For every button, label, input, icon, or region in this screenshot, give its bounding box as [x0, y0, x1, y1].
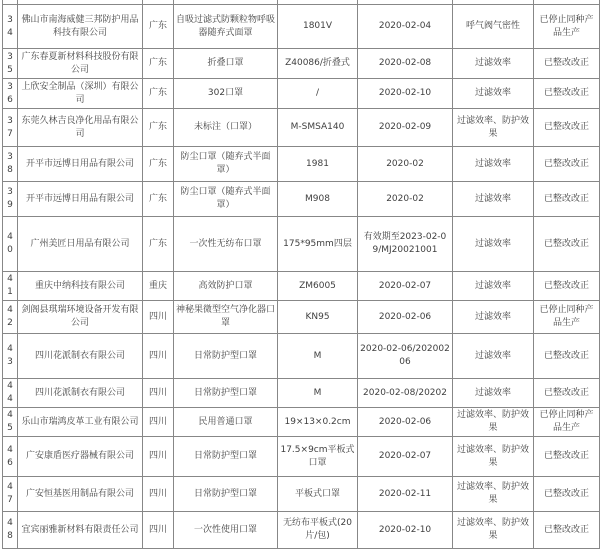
cell-company: 东莞久林吉良净化用品有限公司 [18, 109, 143, 147]
cell-date: 2020-02-10 [358, 512, 453, 549]
cell-province: 四川 [143, 301, 174, 334]
cell-product: 日常防护型口罩 [174, 477, 278, 512]
cell-no: 45 [3, 408, 18, 437]
cell-issue: 过滤效率、防护效果 [453, 408, 534, 437]
cell-status: 已整改改正 [534, 437, 600, 477]
cell-product: 防尘口罩（随弃式半面罩） [174, 147, 278, 182]
cell-product: 302口罩 [174, 79, 278, 109]
cell-model: Z40086/折叠式 [278, 49, 358, 79]
cell-company: 佛山市南海威健三邦防护用品科技有限公司 [18, 5, 143, 49]
cell-date: 2020-02-06 [358, 301, 453, 334]
cell-company: 广东春夏新材料科技股份有限公司 [18, 49, 143, 79]
cell-province: 重庆 [143, 272, 174, 301]
cell-status: 已停止同种产品生产 [534, 5, 600, 49]
cell-company: 开平市远博日用品有限公司 [18, 182, 143, 217]
cell-model: 17.5×9cm平板式口罩 [278, 437, 358, 477]
cell-model: M [278, 334, 358, 379]
cell-product: 日常防护型口罩 [174, 437, 278, 477]
cell-province: 四川 [143, 334, 174, 379]
cell-no: 44 [3, 379, 18, 408]
cell-date: 2020-02-11 [358, 477, 453, 512]
cell-company: 上欣安全制品（深圳）有限公司 [18, 79, 143, 109]
cell-status: 已停止同种产品生产 [534, 301, 600, 334]
cell-company: 广州美匠日用品有限公司 [18, 217, 143, 272]
cell-model: 19×13×0.2cm [278, 408, 358, 437]
cell-model: M-SMSA140 [278, 109, 358, 147]
cell-no: 42 [3, 301, 18, 334]
cell-issue: 呼气阀气密性 [453, 5, 534, 49]
cell-date: 2020-02 [358, 147, 453, 182]
cell-no: 36 [3, 79, 18, 109]
table-row [3, 408, 600, 437]
cell-company: 四川花派制衣有限公司 [18, 334, 143, 379]
cell-province: 四川 [143, 437, 174, 477]
cell-date: 2020-02-07 [358, 272, 453, 301]
cell-issue: 过滤效率、防护效果 [453, 437, 534, 477]
cell-product: 民用普通口罩 [174, 408, 278, 437]
cell-product: 自吸过滤式防颗粒物呼吸器随弃式面罩 [174, 5, 278, 49]
cell-status: 已整改改正 [534, 109, 600, 147]
cell-no: 41 [3, 272, 18, 301]
table-row [3, 379, 600, 408]
table-row [3, 109, 600, 147]
cell-model: M [278, 379, 358, 408]
cell-province: 广东 [143, 147, 174, 182]
cell-company: 剑阁县琪瑞环境设备开发有限公司 [18, 301, 143, 334]
cell-issue: 过滤效率 [453, 182, 534, 217]
cell-no: 40 [3, 217, 18, 272]
cell-product: 高效防护口罩 [174, 272, 278, 301]
cell-issue: 过滤效率 [453, 217, 534, 272]
cell-date: 2020-02-08 [358, 49, 453, 79]
cell-model: 175*95mm四层 [278, 217, 358, 272]
cell-province: 广东 [143, 182, 174, 217]
table-row [3, 79, 600, 109]
cell-status: 已整改改正 [534, 147, 600, 182]
cell-model: 平板式口罩 [278, 477, 358, 512]
cell-issue: 过滤效率 [453, 301, 534, 334]
cell-status: 已整改改正 [534, 334, 600, 379]
cell-no: 39 [3, 182, 18, 217]
cell-status: 已整改改正 [534, 182, 600, 217]
table-row [3, 437, 600, 477]
cell-date: 2020-02-04 [358, 5, 453, 49]
cell-date: 2020-02-06/20200206 [358, 334, 453, 379]
cell-no: 46 [3, 437, 18, 477]
table-row [3, 272, 600, 301]
cell-product: 日常防护型口罩 [174, 379, 278, 408]
cell-province: 广东 [143, 109, 174, 147]
table-row [3, 512, 600, 549]
cell-province: 广东 [143, 79, 174, 109]
cell-status: 已整改改正 [534, 217, 600, 272]
cell-company: 重庆中纳科技有限公司 [18, 272, 143, 301]
cell-date: 有效期至2023-02-09/MJ20021001 [358, 217, 453, 272]
cell-date: 2020-02-06 [358, 408, 453, 437]
cell-model: / [278, 79, 358, 109]
table-row [3, 477, 600, 512]
cell-model: 1981 [278, 147, 358, 182]
cell-issue: 过滤效率 [453, 147, 534, 182]
cell-issue: 过滤效率、防护效果 [453, 477, 534, 512]
cell-product: 日常防护型口罩 [174, 334, 278, 379]
cell-province: 四川 [143, 379, 174, 408]
table-row [3, 217, 600, 272]
cell-date: 2020-02-07 [358, 437, 453, 477]
cell-status: 已整改改正 [534, 379, 600, 408]
cell-province: 广东 [143, 5, 174, 49]
cell-status: 已整改改正 [534, 512, 600, 549]
cell-product: 未标注（口罩） [174, 109, 278, 147]
cell-company: 四川花派制衣有限公司 [18, 379, 143, 408]
cell-issue: 过滤效率 [453, 272, 534, 301]
table-row [3, 182, 600, 217]
cell-company: 开平市远博日用品有限公司 [18, 147, 143, 182]
cell-issue: 过滤效率 [453, 49, 534, 79]
table-row [3, 5, 600, 49]
cell-product: 一次性无纺布口罩 [174, 217, 278, 272]
cell-no: 47 [3, 477, 18, 512]
cell-province: 四川 [143, 477, 174, 512]
cell-company: 广安恒基医用制品有限公司 [18, 477, 143, 512]
cell-no: 38 [3, 147, 18, 182]
cell-status: 已整改改正 [534, 49, 600, 79]
cell-date: 2020-02-10 [358, 79, 453, 109]
cell-status: 已整改改正 [534, 272, 600, 301]
cell-date: 2020-02-09 [358, 109, 453, 147]
cell-issue: 过滤效率、防护效果 [453, 512, 534, 549]
cell-province: 广东 [143, 217, 174, 272]
cell-status: 已整改改正 [534, 477, 600, 512]
cell-product: 折叠口罩 [174, 49, 278, 79]
cell-date: 2020-02 [358, 182, 453, 217]
table-row [3, 334, 600, 379]
cell-status: 已停止同种产品生产 [534, 408, 600, 437]
cell-province: 四川 [143, 512, 174, 549]
cell-model: M908 [278, 182, 358, 217]
cell-issue: 过滤效率 [453, 334, 534, 379]
table-row [3, 301, 600, 334]
table-row [3, 49, 600, 79]
cell-model: ZM6005 [278, 272, 358, 301]
table-body [3, 0, 600, 549]
cell-product: 神秘果微型空气净化器口罩 [174, 301, 278, 334]
table-row [3, 147, 600, 182]
cell-company: 广安康盾医疗器械有限公司 [18, 437, 143, 477]
nonconforming-mask-table [2, 0, 600, 549]
cell-issue: 过滤效率 [453, 79, 534, 109]
cell-company: 乐山市瑞鸿皮革工业有限公司 [18, 408, 143, 437]
cell-issue: 过滤效率 [453, 379, 534, 408]
cell-model: 无纺布平板式(20片/包) [278, 512, 358, 549]
cell-model: 1801V [278, 5, 358, 49]
cell-no: 35 [3, 49, 18, 79]
cell-date: 2020-02-08/20202 [358, 379, 453, 408]
cell-model: KN95 [278, 301, 358, 334]
cell-product: 防尘口罩（随弃式半面罩） [174, 182, 278, 217]
cell-no: 34 [3, 5, 18, 49]
cell-province: 四川 [143, 408, 174, 437]
cell-no: 43 [3, 334, 18, 379]
cell-issue: 过滤效率、防护效果 [453, 109, 534, 147]
cell-company: 宜宾丽雅新材料有限责任公司 [18, 512, 143, 549]
cell-province: 广东 [143, 49, 174, 79]
cell-no: 37 [3, 109, 18, 147]
cell-status: 已整改改正 [534, 79, 600, 109]
cell-product: 一次性使用口罩 [174, 512, 278, 549]
cell-no: 48 [3, 512, 18, 549]
